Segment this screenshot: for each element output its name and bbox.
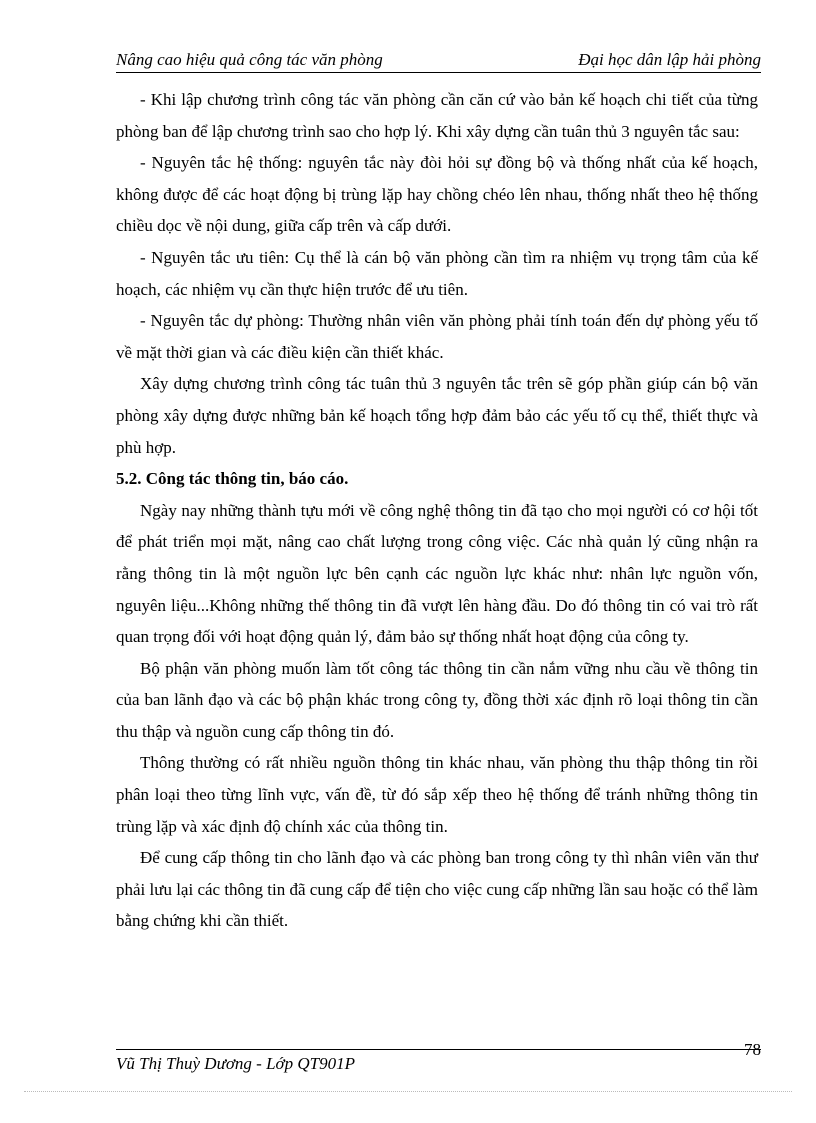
page-body	[116, 84, 758, 937]
section-heading: 5.2. Công tác thông tin, báo cáo.	[116, 469, 349, 489]
paragraph-information-role: Ngày nay những thành tựu mới về công nghệ thông tin đã tạo cho mọi người có cơ hội tốt để phát triển mọi mặt, nâng cao chất lượng trong công việc. Các nhà quản lý cũng nhận ra rằng thông tin là một nguồn lực bên cạnh các nguồn lực khác như: nhân lực nguồn vốn, nguyên liệu...Không những thế thông tin đã vượt lên hàng đầu. Do đó thông tin có vai trò rất quan trọng đối với hoạt động quản lý, đảm bảo sự thống nhất hoạt động của công ty.	[116, 500, 758, 647]
paragraph-information-sources: Thông thường có rất nhiều nguồn thông tin khác nhau, văn phòng thu thập thông tin rồi phân loại theo từng lĩnh vực, vấn đề, từ đó sắp xếp theo hệ thống để tránh những thông tin trùng lặp và xác định độ chính xác của thông tin.	[116, 753, 758, 836]
paragraph-priority-principle: - Nguyên tắc ưu tiên: Cụ thể là cán bộ văn phòng cần tìm ra nhiệm vụ trọng tâm của kế hoạch, các nhiệm vụ cần thực hiện trước để ưu tiên.	[116, 247, 758, 299]
paragraph-office-information: Bộ phận văn phòng muốn làm tốt công tác thông tin cần nắm vững nhu cầu về thông tin của ban lãnh đạo và các bộ phận khác trong công ty, đồng thời xác định rõ loại thông tin cần thu thập và nguồn cung cấp thông tin đó.	[116, 658, 758, 741]
paragraph-program-basis: - Khi lập chương trình công tác văn phòng cần căn cứ vào bản kế hoạch chi tiết của từng phòng ban để lập chương trình sao cho hợp lý. Khi xây dựng cần tuân thủ 3 nguyên tắc sau:	[116, 90, 758, 141]
paragraph-system-principle: - Nguyên tắc hệ thống: nguyên tắc này đòi hỏi sự đồng bộ và thống nhất của kế hoạch, không được để các hoạt động bị trùng lặp hay chồng chéo lên nhau, thống nhất theo hệ thống chiều dọc về nội dung, giữa cấp trên và cấp dưới.	[116, 153, 758, 236]
header-institution: Đại học dân lập hải phòng	[578, 50, 761, 69]
paragraph-reserve-principle: - Nguyên tắc dự phòng: Thường nhân viên văn phòng phải tính toán đến dự phòng yếu tố về mặt thời gian và các điều kiện cần thiết khác.	[116, 311, 758, 362]
page-number: 78	[744, 1040, 761, 1059]
paragraph-summary: Xây dựng chương trình công tác tuân thủ 3 nguyên tắc trên sẽ góp phần giúp cán bộ văn phòng xây dựng được những bản kế hoạch tổng hợp đảm bảo các yếu tố cụ thể, thiết thực và phù hợp.	[116, 374, 758, 457]
paragraph-information-archive: Để cung cấp thông tin cho lãnh đạo và các phòng ban trong công ty thì nhân viên văn thư phải lưu lại các thông tin đã cung cấp để tiện cho việc cung cấp những lần sau hoặc có thể làm bằng chứng khi cần thiết.	[116, 848, 759, 931]
footer-author: Vũ Thị Thuỳ Dương - Lớp QT901P	[116, 1054, 355, 1073]
header-title: Nâng cao hiệu quả công tác văn phòng	[116, 50, 383, 69]
page-header	[116, 46, 761, 73]
page-edge-divider	[24, 1091, 792, 1092]
page-footer	[116, 1040, 761, 1080]
